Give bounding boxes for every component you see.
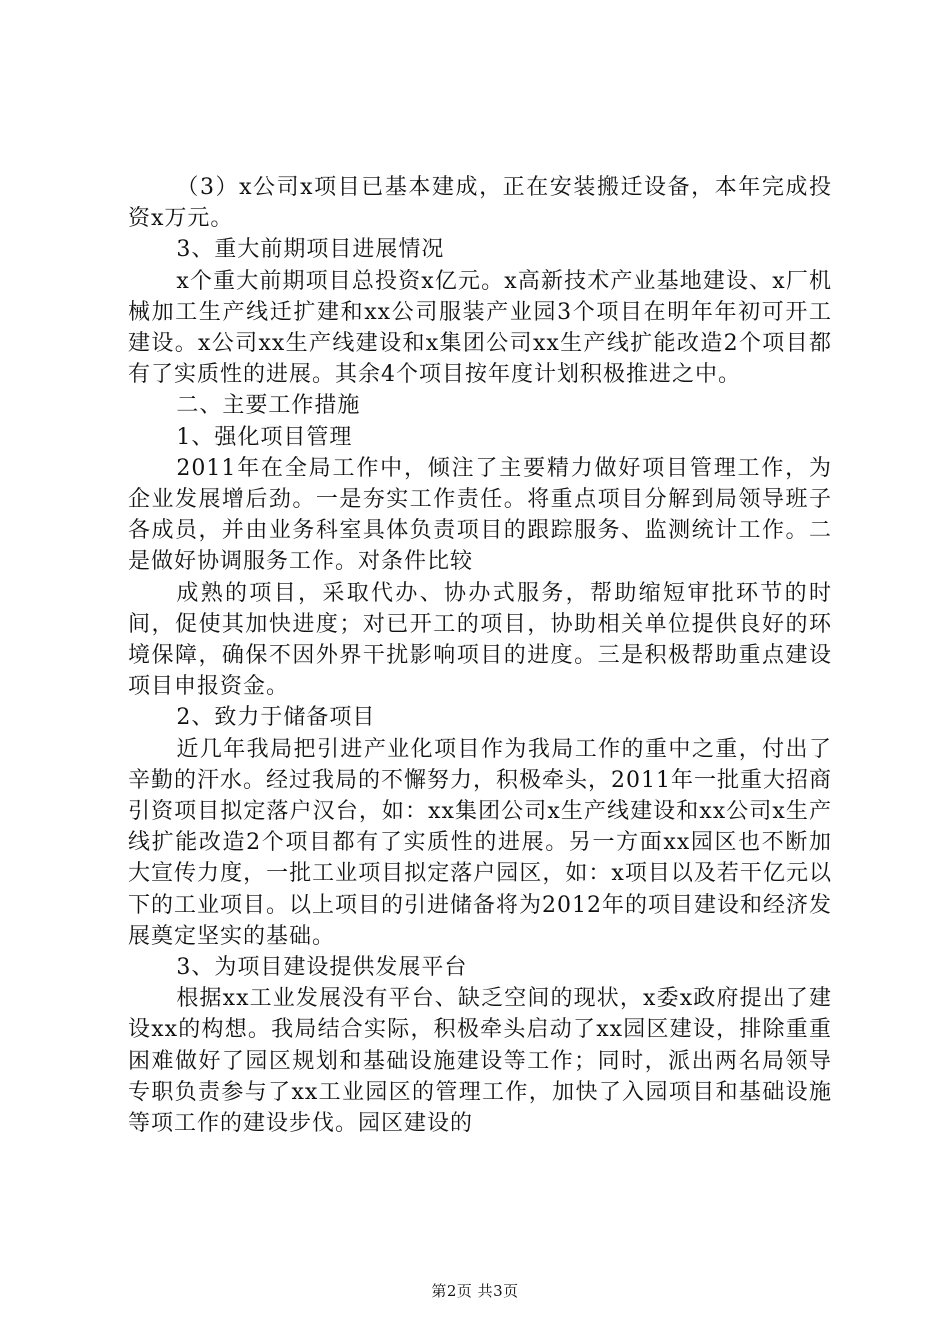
- paragraph: 根据xx工业发展没有平台、缺乏空间的现状，x委x政府提出了建设xx的构想。我局结合实际，积极牵头启动了xx园区建设，排除重重困难做好了园区规划和基础设施建设等工作；同时，派出两名局领导专职负责参与了xx工业园区的管理工作，加快了入园项目和基础设施等项工作的建设步伐。园区建设的: [128, 986, 832, 1137]
- page-number-label: 第2页 共3页: [431, 1282, 519, 1300]
- section-heading: 2、致力于储备项目: [176, 705, 376, 731]
- section-heading: 3、重大前期项目进展情况: [176, 237, 445, 263]
- section-heading: 3、为项目建设提供发展平台: [176, 955, 468, 981]
- paragraph: （3）x公司x项目已基本建成，正在安装搬迁设备，本年完成投资x万元。: [128, 175, 832, 232]
- paragraph: 2011年在全局工作中，倾注了主要精力做好项目管理工作，为企业发展增后劲。一是夯实工作责任。将重点项目分解到局领导班子各成员，并由业务科室具体负责项目的跟踪服务、监测统计工作。二是做好协调服务工作。对条件比较: [128, 455, 832, 575]
- page-footer: [0, 1280, 950, 1301]
- paragraph: 成熟的项目，采取代办、协办式服务，帮助缩短审批环节的时间，促使其加快进度；对已开工的项目，协助相关单位提供良好的环境保障，确保不因外界干扰影响项目的进度。三是积极帮助重点建设项目申报资金。: [128, 580, 832, 700]
- paragraph: x个重大前期项目总投资x亿元。x高新技术产业基地建设、x厂机械加工生产线迁扩建和xx公司服装产业园3个项目在明年年初可开工建设。x公司xx生产线建设和x集团公司xx生产线扩能改造2个项目都有了实质性的进展。其余4个项目按年度计划积极推进之中。: [128, 268, 832, 388]
- body-text: [128, 172, 832, 1139]
- paragraph: 近几年我局把引进产业化项目作为我局工作的重中之重，付出了辛勤的汗水。经过我局的不懈努力，积极牵头，2011年一批重大招商引资项目拟定落户汉台，如：xx集团公司x生产线建设和xx公司x生产线扩能改造2个项目都有了实质性的进展。另一方面xx园区也不断加大宣传力度，一批工业项目拟定落户园区，如：x项目以及若干亿元以下的工业项目。以上项目的引进储备将为2012年的项目建设和经济发展奠定坚实的基础。: [128, 736, 832, 949]
- section-heading: 二、主要工作措施: [176, 393, 361, 419]
- section-heading: 1、强化项目管理: [176, 424, 353, 450]
